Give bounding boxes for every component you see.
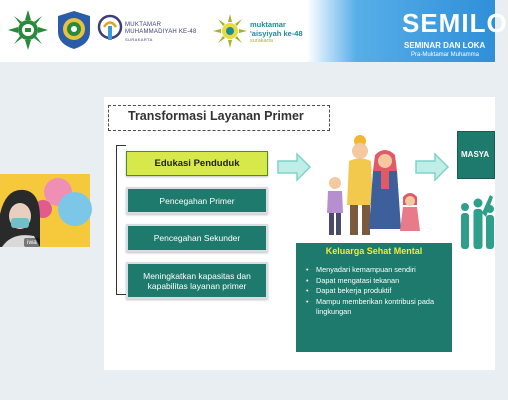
event-tagline: Pra-Muktamar Muhamma	[411, 52, 480, 58]
step-kapasitas-layanan	[126, 262, 268, 299]
event-title: SEMILO	[402, 8, 508, 38]
step-pencegahan-primer	[126, 187, 268, 214]
step-label: Meningkatkan kapasitas dan kapabilitas layanan primer	[143, 270, 251, 291]
event-subtitle: SEMINAR DAN LOKA	[404, 41, 486, 50]
university-seal-logo	[56, 10, 92, 50]
healthy-family-list	[306, 265, 448, 318]
right-arrow-icon	[415, 153, 449, 181]
muktamar-city: SURAKARTA	[125, 37, 153, 42]
community-label: MASYA	[461, 150, 490, 159]
list-item: • Menyadari kemampuan sendiri	[306, 265, 448, 276]
aisyiyah-subtitle: 'aisyiyah ke-48	[250, 29, 303, 38]
list-item: • Dapat bekerja produktif	[306, 286, 448, 297]
slide-title: Transformasi Layanan Primer	[128, 109, 304, 123]
family-illustration	[311, 131, 426, 239]
presentation-slide	[104, 97, 495, 370]
participant-video-tile[interactable]	[0, 174, 90, 247]
muhammadiyah-sun-logo	[8, 10, 48, 50]
right-arrow-icon	[277, 153, 311, 181]
step-pencegahan-sekunder	[126, 224, 268, 252]
muktamar-emblem-logo	[98, 14, 122, 46]
muktamar-subtitle: MUHAMMADIYAH KE-48	[125, 29, 197, 35]
steps-bracket	[116, 145, 126, 295]
step-label: Pencegahan Primer	[159, 195, 235, 206]
step-label: Edukasi Penduduk	[154, 158, 240, 169]
list-item: • Mampu memberikan kontribusi pada lingkungan	[306, 297, 448, 318]
header-banner	[0, 0, 508, 62]
step-edukasi-penduduk	[126, 151, 268, 176]
participant-avatar	[0, 174, 90, 247]
muktamar-title: MUKTAMAR	[125, 22, 162, 28]
aisyiyah-city: surakarta	[250, 38, 273, 44]
step-label: Pencegahan Sekunder	[153, 233, 241, 243]
aisyiyah-sun-logo	[213, 14, 247, 48]
list-item: • Dapat mengatasi tekanan	[306, 276, 448, 287]
aisyiyah-title: muktamar	[250, 20, 286, 29]
healthy-family-title: Keluarga Sehat Mental	[325, 246, 423, 256]
participant-name-label: iwa	[24, 238, 40, 247]
community-people-icon	[458, 189, 495, 251]
